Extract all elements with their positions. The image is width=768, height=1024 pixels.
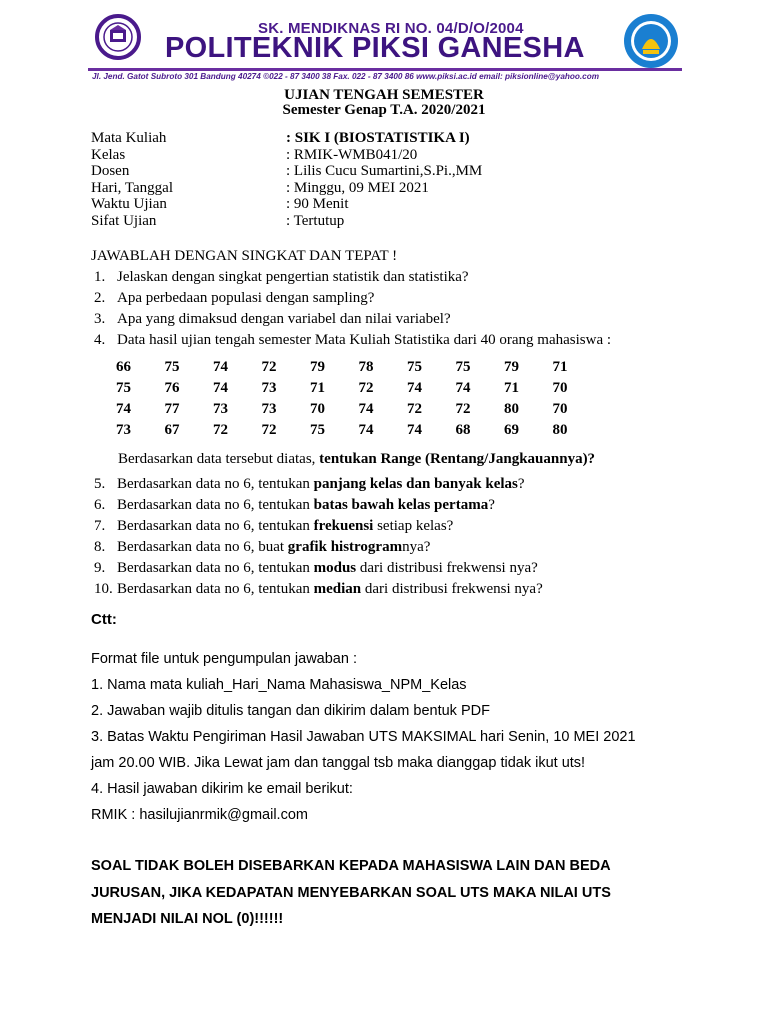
question-text: Berdasarkan data no 6, tentukan (117, 560, 314, 576)
table-cell: 78 (358, 359, 374, 375)
question-number: 10. (94, 581, 113, 597)
table-cell: 74 (213, 380, 228, 396)
note-line: Format file untuk pengumpulan jawaban : (91, 651, 357, 667)
note-line: 3. Batas Waktu Pengiriman Hasil Jawaban UTS MAKSIMAL hari Senin, 10 MEI 2021 (91, 729, 636, 745)
question-text: Apa yang dimaksud dengan variabel dan nilai variabel? (117, 311, 451, 327)
question-text: Berdasarkan data no 6, tentukan (117, 581, 314, 597)
table-cell: 72 (261, 359, 277, 375)
table-row (116, 359, 601, 380)
table-cell: 74 (407, 380, 422, 396)
question-item (94, 269, 469, 286)
instruction: JAWABLAH DENGAN SINGKAT DAN TEPAT ! (91, 248, 398, 264)
question-emphasis: grafik histrogram (287, 539, 403, 555)
question-text-end: ? (488, 497, 495, 513)
table-row (116, 380, 601, 401)
question-number: 8. (94, 539, 106, 555)
table-cell: 71 (504, 380, 519, 396)
piksi-logo (92, 14, 144, 60)
table-cell: 75 (164, 359, 180, 375)
question-text-end: setiap kelas? (373, 518, 454, 534)
note-email: RMIK : hasilujianrmik@gmail.com (91, 807, 308, 823)
question-number: 1. (94, 269, 106, 285)
table-cell: 74 (213, 359, 228, 375)
question-emphasis: frekuensi (313, 518, 374, 534)
table-cell: 73 (261, 380, 277, 396)
table-cell: 70 (552, 380, 568, 396)
table-cell: 74 (407, 422, 422, 438)
table-cell: 76 (164, 380, 180, 396)
question-emphasis: batas bawah kelas pertama (313, 497, 489, 513)
table-cell: 75 (455, 359, 471, 375)
note-line: jam 20.00 WIB. Jika Lewat jam dan tanggal tsb maka dianggap tidak ikut uts! (91, 755, 586, 771)
question-number: 6. (94, 497, 106, 513)
tut-wuri-handayani-logo (620, 13, 682, 69)
question-text: Berdasarkan data no 6, tentukan (117, 497, 314, 513)
info-value: : 90 Menit (286, 196, 349, 212)
info-label: Mata Kuliah (91, 130, 167, 146)
sk-number: SK. MENDIKNAS RI NO. 04/D/O/2004 (258, 20, 524, 37)
question-text: Berdasarkan data no 6, tentukan (117, 518, 314, 534)
info-label: Dosen (91, 163, 130, 179)
question-text-end: nya? (402, 539, 431, 555)
question-text: Apa perbedaan populasi dengan sampling? (117, 290, 375, 306)
question-number: 3. (94, 311, 106, 327)
table-row (116, 401, 601, 422)
table-cell: 72 (455, 401, 471, 417)
table-cell: 75 (116, 380, 131, 396)
header-divider (88, 68, 682, 71)
question-item (94, 497, 495, 514)
table-cell: 73 (261, 401, 277, 417)
table-cell: 79 (310, 359, 325, 375)
question-text-end: dari distribusi frekwensi nya? (356, 560, 538, 576)
info-value: : RMIK-WMB041/20 (286, 146, 418, 163)
table-cell: 68 (455, 422, 471, 438)
info-value: : Lilis Cucu Sumartini,S.Pi.,MM (286, 163, 483, 179)
table-cell: 74 (116, 401, 131, 417)
table-cell: 72 (261, 422, 277, 438)
info-value: : Tertutup (286, 212, 345, 229)
question-text: Berdasarkan data no 6, buat (117, 539, 288, 555)
info-label: Waktu Ujian (91, 196, 167, 212)
table-cell: 74 (455, 380, 471, 396)
table-cell: 71 (310, 380, 325, 396)
table-cell: 69 (504, 422, 519, 438)
question-emphasis: median (313, 581, 362, 597)
question-emphasis: modus (313, 560, 357, 576)
question-item (94, 290, 374, 307)
question-text-end: dari distribusi frekwensi nya? (361, 581, 543, 597)
exam-title: UJIAN TENGAH SEMESTER (284, 87, 484, 103)
table-cell: 73 (116, 422, 131, 438)
table-cell: 73 (213, 401, 228, 417)
question-number: 7. (94, 518, 106, 534)
note-line: 4. Hasil jawaban dikirim ke email berikut: (91, 781, 353, 797)
question-item (94, 311, 451, 328)
score-table (116, 359, 601, 443)
table-cell: 77 (164, 401, 180, 417)
info-value: : Minggu, 09 MEI 2021 (286, 179, 429, 196)
info-label: Kelas (91, 146, 126, 163)
question-number: 2. (94, 290, 106, 306)
warning-line: MENJADI NILAI NOL (0)!!!!!! (91, 911, 284, 927)
range-question-emphasis: tentukan Range (Rentang/Jangkauannya)? (319, 451, 596, 467)
table-cell: 74 (358, 401, 374, 417)
question-emphasis: panjang kelas dan banyak kelas (313, 476, 518, 492)
warning-line: JURUSAN, JIKA KEDAPATAN MENYEBARKAN SOAL UTS MAKA NILAI UTS (91, 885, 611, 901)
table-cell: 67 (164, 422, 180, 438)
info-value: : SIK I (BIOSTATISTIKA I) (286, 130, 470, 146)
table-cell: 71 (552, 359, 568, 375)
table-cell: 72 (213, 422, 228, 438)
question-text: Data hasil ujian tengah semester Mata Kuliah Statistika dari 40 orang mahasiswa : (117, 332, 612, 348)
question-item (94, 539, 430, 556)
table-cell: 79 (504, 359, 519, 375)
table-row (116, 422, 601, 443)
question-text-end: ? (517, 476, 525, 492)
question-item (94, 332, 611, 349)
table-cell: 75 (407, 359, 422, 375)
institution-address: Jl. Jend. Gatot Subroto 301 Bandung 40274 ©022 - 87 3400 38 Fax. 022 - 87 3400 86 www.piksi.ac.id email: piksionline@yahoo.com (92, 72, 599, 81)
question-item (94, 476, 525, 493)
range-question (118, 451, 595, 468)
table-cell: 70 (552, 401, 568, 417)
info-label: Sifat Ujian (91, 212, 157, 229)
table-cell: 74 (358, 422, 374, 438)
warning-line: SOAL TIDAK BOLEH DISEBARKAN KEPADA MAHASISWA LAIN DAN BEDA (91, 858, 611, 874)
note-line: 2. Jawaban wajib ditulis tangan dan dikirim dalam bentuk PDF (91, 703, 490, 719)
table-cell: 66 (116, 359, 131, 375)
table-cell: 80 (552, 422, 568, 438)
notes-heading: Ctt: (91, 611, 117, 628)
info-label: Hari, Tanggal (91, 179, 173, 196)
institution-name: POLITEKNIK PIKSI GANESHA (165, 32, 585, 64)
table-cell: 80 (504, 401, 519, 417)
question-number: 9. (94, 560, 106, 576)
table-cell: 70 (310, 401, 325, 417)
exam-semester: Semester Genap T.A. 2020/2021 (282, 102, 486, 118)
question-item (94, 518, 453, 535)
question-item (94, 581, 543, 598)
question-number: 4. (94, 332, 106, 348)
question-number: 5. (94, 476, 106, 492)
question-text: Berdasarkan data no 6, tentukan (117, 476, 314, 492)
table-cell: 72 (407, 401, 422, 417)
table-cell: 72 (358, 380, 374, 396)
range-question-text: Berdasarkan data tersebut diatas, (118, 451, 320, 467)
note-line: 1. Nama mata kuliah_Hari_Nama Mahasiswa_NPM_Kelas (91, 677, 467, 693)
question-text: Jelaskan dengan singkat pengertian statistik dan statistika? (117, 269, 469, 285)
question-item (94, 560, 538, 577)
table-cell: 75 (310, 422, 325, 438)
